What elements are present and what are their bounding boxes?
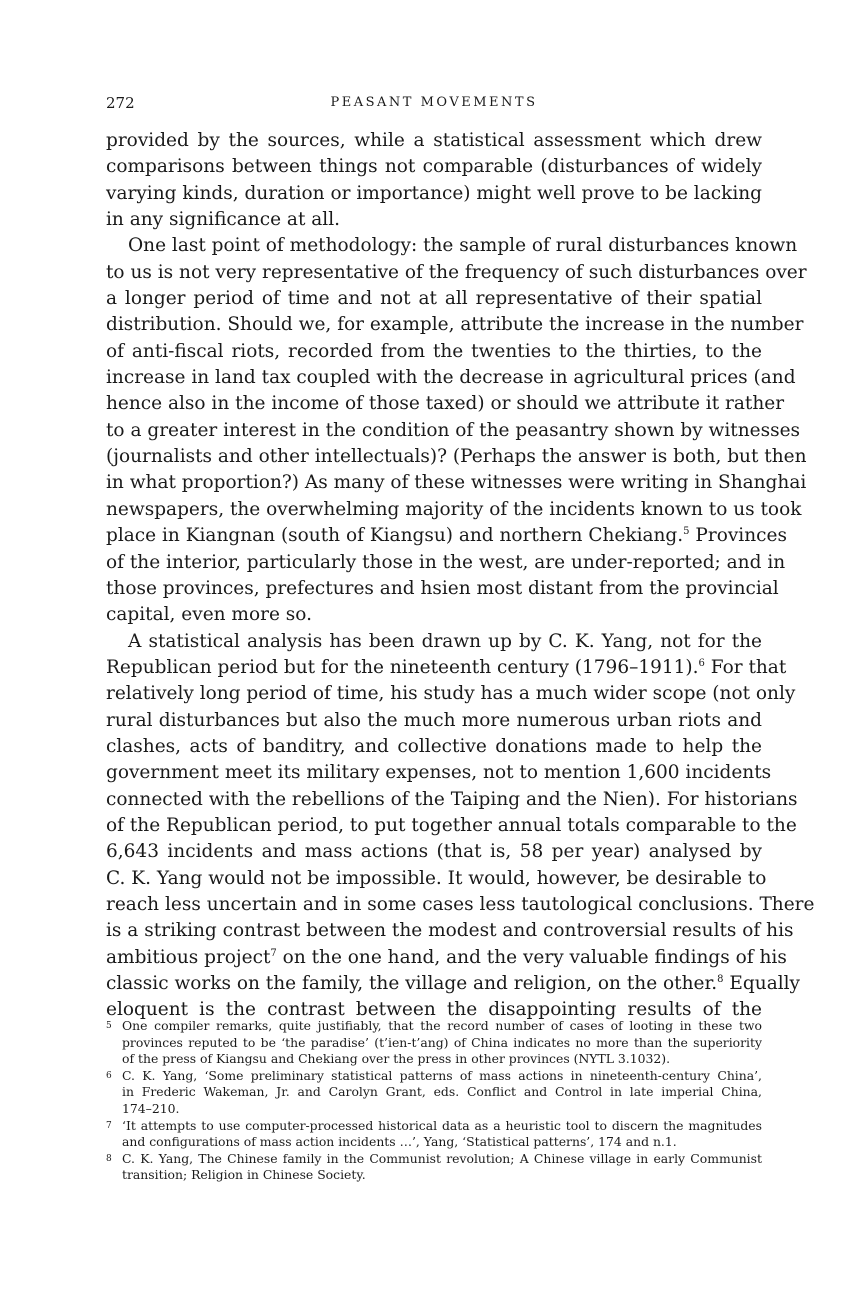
- line-text: connected with the rebellions of the Taiping and the Nien). For historians: [106, 788, 798, 810]
- footnote-text: C. K. Yang, The Chinese family in the Communist revolution; A Chinese village in early Communist: [122, 1150, 762, 1166]
- body-line: [106, 839, 762, 865]
- body-line: [106, 734, 762, 760]
- body-line: [106, 681, 796, 707]
- line-text: One last point of methodology: the sample of rural disturbances known: [128, 235, 798, 257]
- footnote-ref: 8: [717, 974, 724, 985]
- body-line: [106, 787, 798, 813]
- footnotes: [106, 1018, 762, 1184]
- line-text: a longer period of time and not at all representative of their spatial: [106, 288, 762, 310]
- body-line: [106, 813, 797, 839]
- footnote-ref: 5: [683, 526, 690, 538]
- footnote-text: provinces reputed to be ‘the paradise’ (t’ien-t’ang) of China indicates no more than the superiority: [122, 1034, 762, 1050]
- footnote-text: ‘It attempts to use computer-processed historical data as a heuristic tool to discern the magnitudes: [122, 1117, 762, 1133]
- line-text: eloquent is the contrast between the disappointing results of the: [106, 999, 762, 1021]
- line-text: of the Republican period, to put together annual totals comparable to the: [106, 814, 797, 836]
- body-line: [106, 233, 798, 259]
- body-line: [106, 918, 794, 944]
- line-text: (journalists and other intellectuals)? (Perhaps the answer is both, but then: [106, 446, 807, 468]
- body-line: [106, 760, 772, 786]
- line-text: rural disturbances but also the much more numerous urban riots and: [106, 709, 762, 731]
- line-text: classic works on the family, the village and religion, on the other.: [106, 973, 718, 994]
- body-line: [106, 866, 767, 892]
- body-line: [106, 602, 762, 628]
- footnote-text: in Frederic Wakeman, Jr. and Carolyn Grant, eds. Conflict and Control in late imperial China,: [122, 1084, 762, 1100]
- line-text: government meet its military expenses, not to mention 1,600 incidents: [106, 762, 772, 784]
- line-text: increase in land tax coupled with the decrease in agricultural prices (and: [106, 367, 796, 389]
- footnote-line: [106, 1068, 762, 1085]
- body-line: [106, 629, 762, 655]
- body-line: [106, 550, 786, 576]
- line-text: of the interior, particularly those in the west, are under-reported; and in: [106, 551, 786, 573]
- line-text: ambitious project: [106, 946, 271, 968]
- line-text: varying kinds, duration or importance) might well prove to be lacking: [106, 182, 762, 204]
- line-text: C. K. Yang would not be impossible. It would, however, be desirable to: [106, 867, 767, 889]
- line-text-after: Equally: [723, 973, 801, 994]
- page-number: 272: [106, 94, 135, 112]
- line-text-after: on the one hand, and the very valuable findings of his: [276, 946, 787, 968]
- page-header: [106, 94, 762, 114]
- running-head: PEASANT MOVEMENTS: [330, 95, 538, 110]
- footnote-text: C. K. Yang, ‘Some preliminary statistical patterns of mass actions in nineteenth-century China’,: [122, 1067, 762, 1083]
- footnote-line: [106, 1084, 762, 1101]
- body-line: [106, 945, 787, 971]
- line-text: to us is not very representative of the frequency of such disturbances over: [106, 261, 807, 283]
- footnote-line: [106, 1118, 762, 1135]
- line-text: in any significance at all.: [106, 209, 340, 231]
- body-line: [106, 470, 807, 496]
- footnote-number: 8: [106, 1153, 112, 1164]
- body-line: [106, 207, 762, 233]
- line-text: hence also in the income of those taxed) or should we attribute it rather: [106, 393, 785, 415]
- line-text: Republican period but for the nineteenth century (1796–1911).: [106, 656, 699, 678]
- line-text: is a striking contrast between the modest and controversial results of his: [106, 920, 794, 942]
- footnote-number: 5: [106, 1021, 112, 1031]
- line-text: relatively long period of time, his study has a much wider scope (not only: [106, 683, 796, 705]
- line-text: clashes, acts of banditry, and collective donations made to help the: [106, 735, 762, 757]
- footnote-line: [106, 1018, 762, 1035]
- body-line: [106, 576, 779, 602]
- body-line: [106, 339, 762, 365]
- line-text: A statistical analysis has been drawn up by C. K. Yang, not for the: [128, 630, 762, 652]
- line-text: 6,643 incidents and mass actions (that is, 58 per year) analysed by: [106, 841, 762, 863]
- footnote-line: [106, 1051, 762, 1068]
- line-text-after: For that: [704, 656, 787, 678]
- line-text: reach less uncertain and in some cases less tautological conclusions. There: [106, 893, 815, 915]
- footnote-text: transition; Religion in Chinese Society.: [122, 1167, 366, 1183]
- footnote-number: 7: [106, 1120, 112, 1131]
- footnote-ref: 6: [698, 657, 705, 669]
- body-line: [106, 523, 787, 549]
- footnote-line: [106, 1035, 762, 1052]
- body-text: [106, 128, 815, 1024]
- body-line: [106, 128, 762, 154]
- body-line: [106, 655, 787, 681]
- body-line: [106, 154, 762, 180]
- line-text: provided by the sources, while a statistical assessment which drew: [106, 130, 762, 151]
- footnote-line: [106, 1101, 762, 1118]
- body-line: [106, 892, 815, 918]
- body-line: [106, 260, 807, 286]
- body-line: [106, 444, 807, 470]
- line-text: distribution. Should we, for example, attribute the increase in the number: [106, 314, 804, 336]
- line-text: comparisons between things not comparable (disturbances of widely: [106, 156, 762, 178]
- footnote-text: 174–210.: [122, 1100, 180, 1116]
- line-text-after: Provinces: [689, 525, 787, 547]
- footnote-line: [106, 1134, 762, 1151]
- line-text: those provinces, prefectures and hsien most distant from the provincial: [106, 577, 779, 599]
- footnote-line: [106, 1151, 762, 1168]
- footnote-text: One compiler remarks, quite justifiably, that the record number of cases of looting in these two: [122, 1018, 762, 1033]
- body-line: [106, 418, 801, 444]
- body-line: [106, 312, 804, 338]
- footnote-line: [106, 1167, 762, 1184]
- body-line: [106, 497, 802, 523]
- line-text: capital, even more so.: [106, 604, 312, 626]
- line-text: to a greater interest in the condition of the peasantry shown by witnesses: [106, 419, 801, 441]
- line-text: in what proportion?) As many of these witnesses were writing in Shanghai: [106, 472, 807, 494]
- line-text: place in Kiangnan (south of Kiangsu) and northern Chekiang.: [106, 525, 684, 547]
- line-text: newspapers, the overwhelming majority of the incidents known to us took: [106, 498, 802, 520]
- body-line: [106, 181, 762, 207]
- body-line: [106, 365, 796, 391]
- body-line: [106, 391, 785, 417]
- body-line: [106, 708, 762, 734]
- body-line: [106, 971, 801, 997]
- footnote-ref: 7: [270, 947, 277, 959]
- line-text: of anti-fiscal riots, recorded from the twenties to the thirties, to the: [106, 340, 762, 362]
- footnote-text: and configurations of mass action incidents …’, Yang, ‘Statistical patterns’, 174 and n.1.: [122, 1134, 677, 1150]
- footnote-text: of the press of Kiangsu and Chekiang over the press in other provinces (NYTL 3.1032).: [122, 1051, 671, 1067]
- body-line: [106, 286, 762, 312]
- footnote-number: 6: [106, 1070, 112, 1081]
